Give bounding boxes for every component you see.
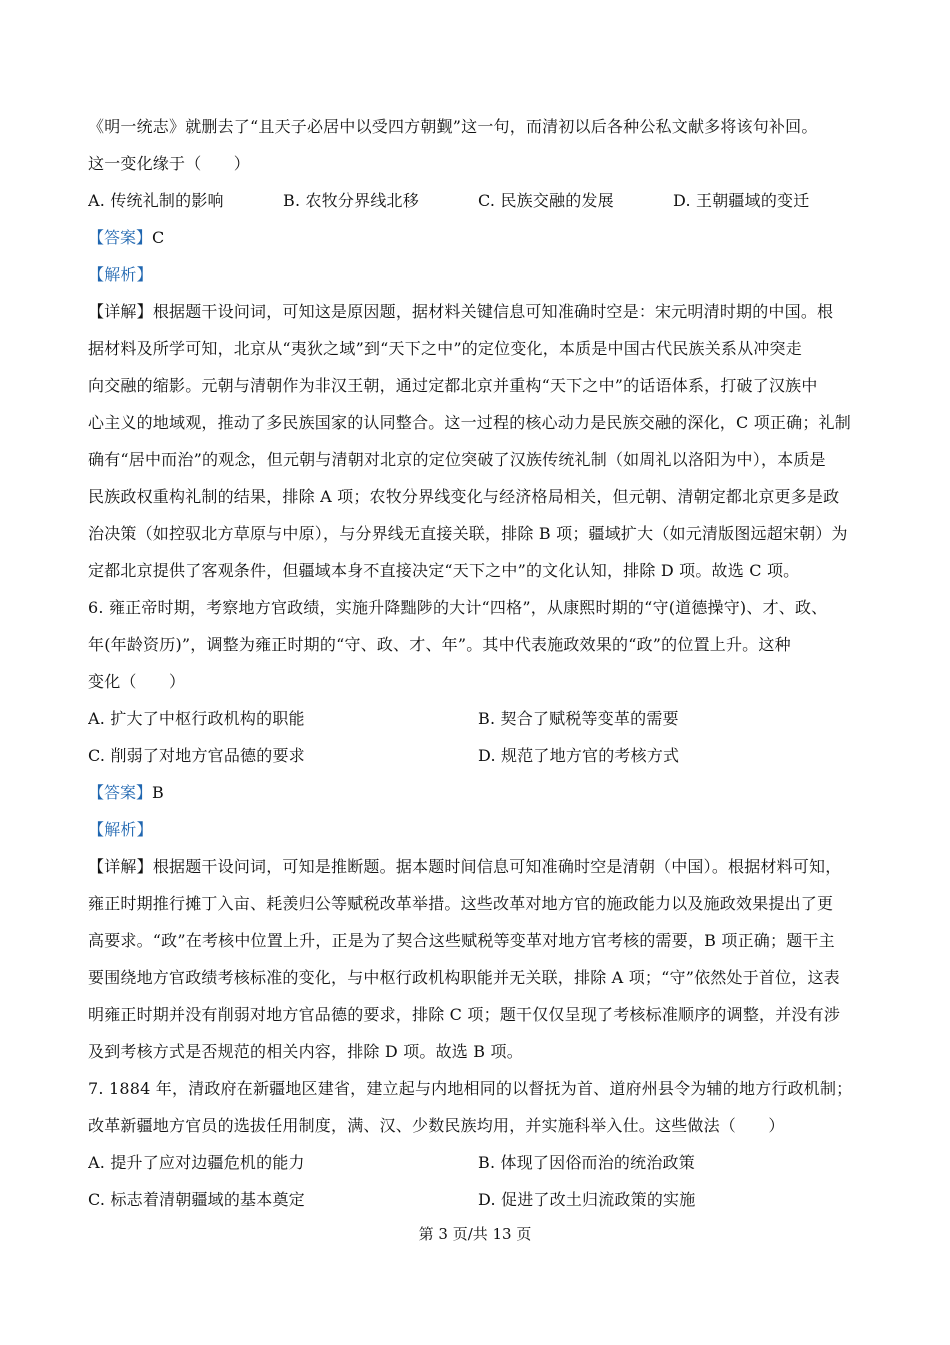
q5-options bbox=[88, 182, 868, 219]
q5-analysis-tag-line bbox=[88, 256, 868, 293]
q5-detail-line-4: 心主义的地域观，推动了多民族国家的认同整合。这一过程的核心动力是民族交融的深化，C 项正确；礼制 bbox=[88, 413, 851, 432]
q5-stem-line-1: 《明一统志》就删去了“且天子必居中以受四方朝觐”这一句，而清初以后各种公私文献多将该句补回。 bbox=[88, 117, 818, 136]
q5-option-d: D. 王朝疆域的变迁 bbox=[673, 191, 810, 210]
q5-detail-line-7: 治决策（如控驭北方草原与中原），与分界线无直接关联，排除 B 项；疆域扩大（如元清版图远超宋朝）为 bbox=[88, 524, 848, 543]
q7-option-c: C. 标志着清朝疆域的基本奠定 bbox=[88, 1190, 305, 1209]
q5-answer-tag: 【答案】 bbox=[88, 228, 153, 247]
q5-detail-text-1: 根据题干设问词，可知这是原因题，据材料关键信息可知准确时空是：宋元明清时期的中国。根 bbox=[152, 302, 834, 321]
q5-answer-value: C bbox=[152, 228, 165, 247]
q5-answer bbox=[88, 219, 868, 256]
q7-stem-line-1: 7. 1884 年，清政府在新疆地区建省，建立起与内地相同的以督抚为首、道府州县令为辅的地方行政机制； bbox=[88, 1079, 853, 1098]
q6-stem-line-2: 年(年龄资历)”，调整为雍正时期的“守、政、才、年”。其中代表施政效果的“政”的位置上升。这种 bbox=[88, 635, 791, 654]
q6-analysis-tag: 【解析】 bbox=[88, 820, 153, 839]
q6-option-a: A. 扩大了中枢行政机构的职能 bbox=[88, 709, 305, 728]
q7-option-a: A. 提升了应对边疆危机的能力 bbox=[88, 1153, 305, 1172]
q5-detail-line-6: 民族政权重构礼制的结果，排除 A 项；农牧分界线变化与经济格局相关，但元朝、清朝定都北京更多是政 bbox=[88, 487, 840, 506]
q6-stem-line-3: 变化（ ） bbox=[88, 672, 186, 691]
q6-answer-value: B bbox=[152, 783, 164, 802]
q7-stem-line-2: 改革新疆地方官员的选拔任用制度，满、汉、少数民族均用，并实施科举入仕。这些做法（ ） bbox=[88, 1116, 785, 1135]
q5-stem-line-2: 这一变化缘于（ ） bbox=[88, 154, 251, 173]
q6-detail-line-2: 雍正时期推行摊丁入亩、耗羡归公等赋税改革举措。这些改革对地方官的施政能力以及施政效果提出了更 bbox=[88, 894, 834, 913]
page-footer: 第 3 页/共 13 页 bbox=[418, 1225, 532, 1243]
q5-option-c: C. 民族交融的发展 bbox=[478, 191, 614, 210]
q6-option-b: B. 契合了赋税等变革的需要 bbox=[478, 709, 679, 728]
q6-options-row-2 bbox=[88, 737, 868, 774]
q6-detail-text-1: 根据题干设问词，可知是推断题。据本题时间信息可知准确时空是清朝（中国）。根据材料可知， bbox=[152, 857, 842, 876]
q6-detail-line-6: 及到考核方式是否规范的相关内容，排除 D 项。故选 B 项。 bbox=[88, 1042, 523, 1061]
q6-answer-tag: 【答案】 bbox=[88, 783, 153, 802]
q5-detail-tag: 【详解】 bbox=[88, 302, 153, 321]
q5-detail-line-5: 确有“居中而治”的观念，但元朝与清朝对北京的定位突破了汉族传统礼制（如周礼以洛阳为中），本质是 bbox=[88, 450, 826, 469]
document-page bbox=[88, 108, 868, 1218]
q6-detail-line-4: 要围绕地方官政绩考核标准的变化，与中枢行政机构职能并无关联，排除 A 项；“守”依然处于首位，这表 bbox=[88, 968, 840, 987]
q6-options-row-1 bbox=[88, 700, 868, 737]
q5-option-a: A. 传统礼制的影响 bbox=[88, 191, 224, 210]
q5-detail-line-8: 定都北京提供了客观条件，但疆域本身不直接决定“天下之中”的文化认知，排除 D 项。故选 C 项。 bbox=[88, 561, 800, 580]
q6-answer bbox=[88, 774, 868, 811]
q6-option-c: C. 削弱了对地方官品德的要求 bbox=[88, 746, 305, 765]
q7-options-row-1 bbox=[88, 1144, 868, 1181]
q6-detail-line-3: 高要求。“政”在考核中位置上升，正是为了契合这些赋税等变革对地方官考核的需要，B 项正确；题干主 bbox=[88, 931, 835, 950]
q6-detail-line-5: 明雍正时期并没有削弱对地方官品德的要求，排除 C 项；题干仅仅呈现了考核标准顺序的调整，并没有涉 bbox=[88, 1005, 841, 1024]
q6-detail-line-1 bbox=[88, 848, 868, 885]
q6-detail-tag: 【详解】 bbox=[88, 857, 153, 876]
q6-option-d: D. 规范了地方官的考核方式 bbox=[478, 746, 680, 765]
q7-option-b: B. 体现了因俗而治的统治政策 bbox=[478, 1153, 695, 1172]
q7-option-d: D. 促进了改土归流政策的实施 bbox=[478, 1190, 696, 1209]
q5-analysis-tag: 【解析】 bbox=[88, 265, 153, 284]
q7-options-row-2 bbox=[88, 1181, 868, 1218]
q5-option-b: B. 农牧分界线北移 bbox=[283, 191, 419, 210]
q6-analysis-tag-line bbox=[88, 811, 868, 848]
q6-stem-line-1: 6. 雍正帝时期，考察地方官政绩，实施升降黜陟的大计“四格”，从康熙时期的“守(道德操守)、才、政、 bbox=[88, 598, 828, 617]
q5-detail-line-1 bbox=[88, 293, 868, 330]
q5-detail-line-2: 据材料及所学可知，北京从“夷狄之域”到“天下之中”的定位变化，本质是中国古代民族关系从冲突走 bbox=[88, 339, 802, 358]
q5-detail-line-3: 向交融的缩影。元朝与清朝作为非汉王朝，通过定都北京并重构“天下之中”的话语体系，打破了汉族中 bbox=[88, 376, 818, 395]
